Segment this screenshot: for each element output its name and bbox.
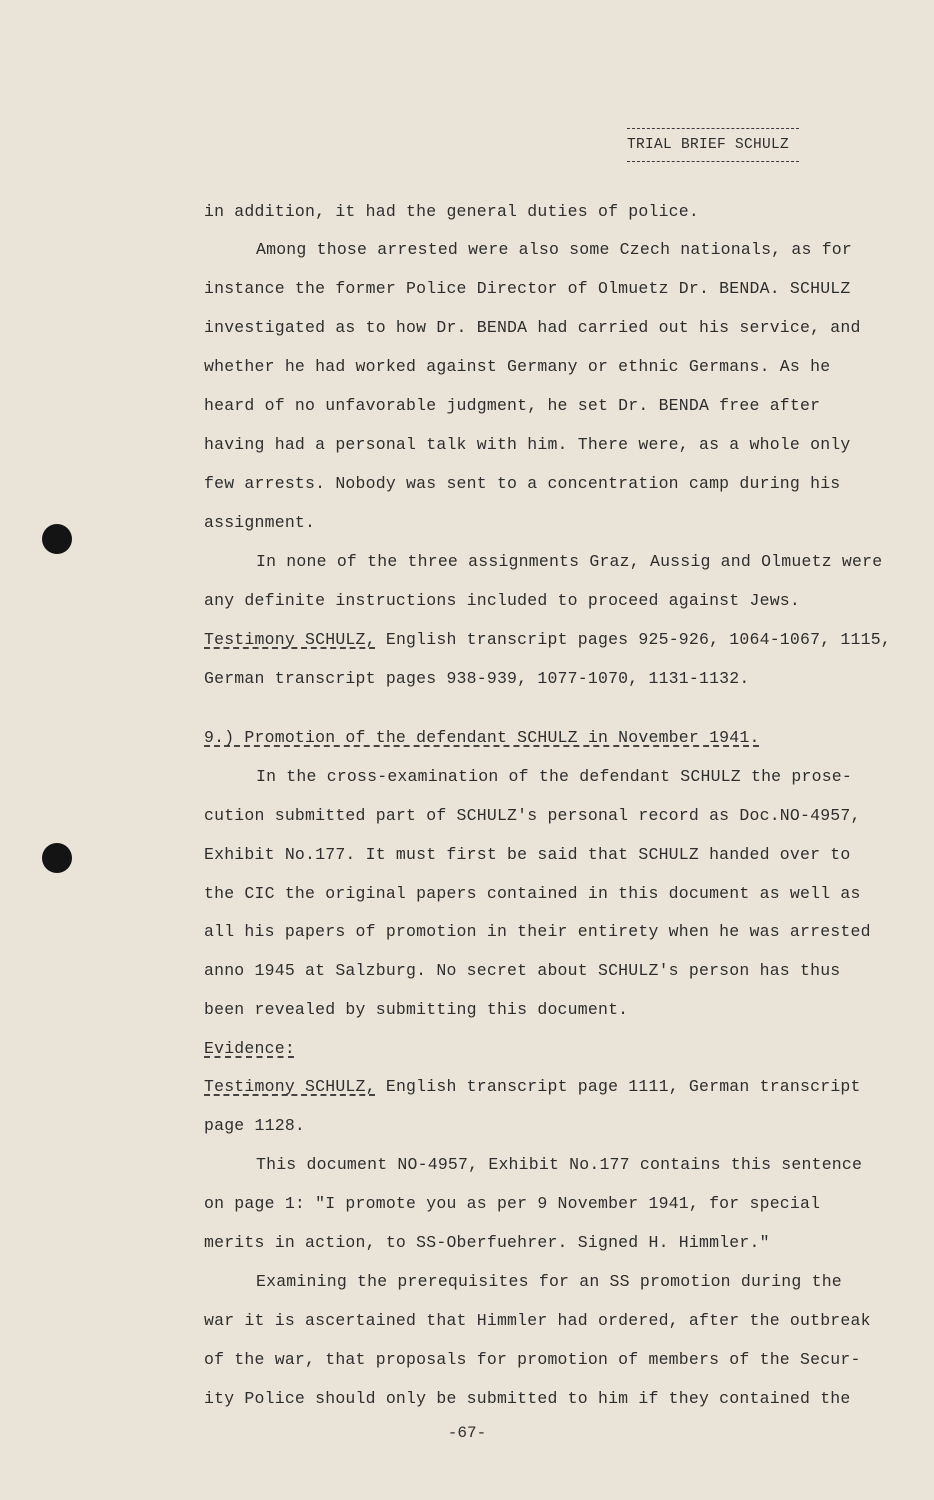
evidence-label: Evidence: [204,1039,295,1058]
text-line: investigated as to how Dr. BENDA had carried out his service, and [204,318,861,337]
punch-hole [42,843,72,873]
text-line: Examining the prerequisites for an SS promotion during the [256,1272,842,1291]
text-line: of the war, that proposals for promotion of members of the Secur- [204,1350,861,1369]
text-line: ity Police should only be submitted to him if they contained the [204,1389,851,1408]
text-line: war it is ascertained that Himmler had ordered, after the outbreak [204,1311,871,1330]
header-rule-bottom [627,161,799,162]
header-title: TRIAL BRIEF SCHULZ [627,137,790,153]
page-number: -67- [447,1424,487,1442]
text-line: on page 1: "I promote you as per 9 November 1941, for special [204,1194,821,1213]
testimony-reference: Testimony SCHULZ, [204,1077,376,1096]
text-line: cution submitted part of SCHULZ's personal record as Doc.NO-4957, [204,806,861,825]
text-line: in addition, it had the general duties of police. [204,202,699,221]
text-line: Among those arrested were also some Czech nationals, as for [256,240,852,259]
text-line: In the cross-examination of the defendant SCHULZ the prose- [256,767,852,786]
text-line: German transcript pages 938-939, 1077-1070, 1131-1132. [204,669,750,688]
text-line: merits in action, to SS-Oberfuehrer. Signed H. Himmler." [204,1233,770,1252]
text-line: having had a personal talk with him. There were, as a whole only [204,435,851,454]
text-line: whether he had worked against Germany or ethnic Germans. As he [204,357,831,376]
section-heading: 9.) Promotion of the defendant SCHULZ in November 1941. [204,728,760,747]
text-line: This document NO-4957, Exhibit No.177 contains this sentence [256,1155,863,1174]
text-line: any definite instructions included to proceed against Jews. [204,591,800,610]
text-line: instance the former Police Director of Olmuetz Dr. BENDA. SCHULZ [204,279,851,298]
text-line: heard of no unfavorable judgment, he set Dr. BENDA free after [204,396,821,415]
header-rule-top [627,128,799,129]
text-line: anno 1945 at Salzburg. No secret about SCHULZ's person has thus [204,961,841,980]
text-line [204,1077,861,1097]
text-line: page 1128. [204,1116,306,1135]
text-line: In none of the three assignments Graz, Aussig and Olmuetz were [256,552,883,571]
text-line: been revealed by submitting this document. [204,1000,629,1019]
text-line: Exhibit No.177. It must first be said that SCHULZ handed over to [204,845,851,864]
text-line: assignment. [204,513,316,532]
text-line-remainder: English transcript pages 925-926, 1064-1067, 1115, [385,630,891,649]
text-line: the CIC the original papers contained in this document as well as [204,884,861,903]
text-line-remainder: English transcript page 1111, German transcript [385,1077,861,1096]
text-line: all his papers of promotion in their entirety when he was arrested [204,922,871,941]
text-line: few arrests. Nobody was sent to a concentration camp during his [204,474,841,493]
testimony-reference: Testimony SCHULZ, [204,630,376,649]
punch-hole [42,524,72,554]
text-line [204,630,891,650]
